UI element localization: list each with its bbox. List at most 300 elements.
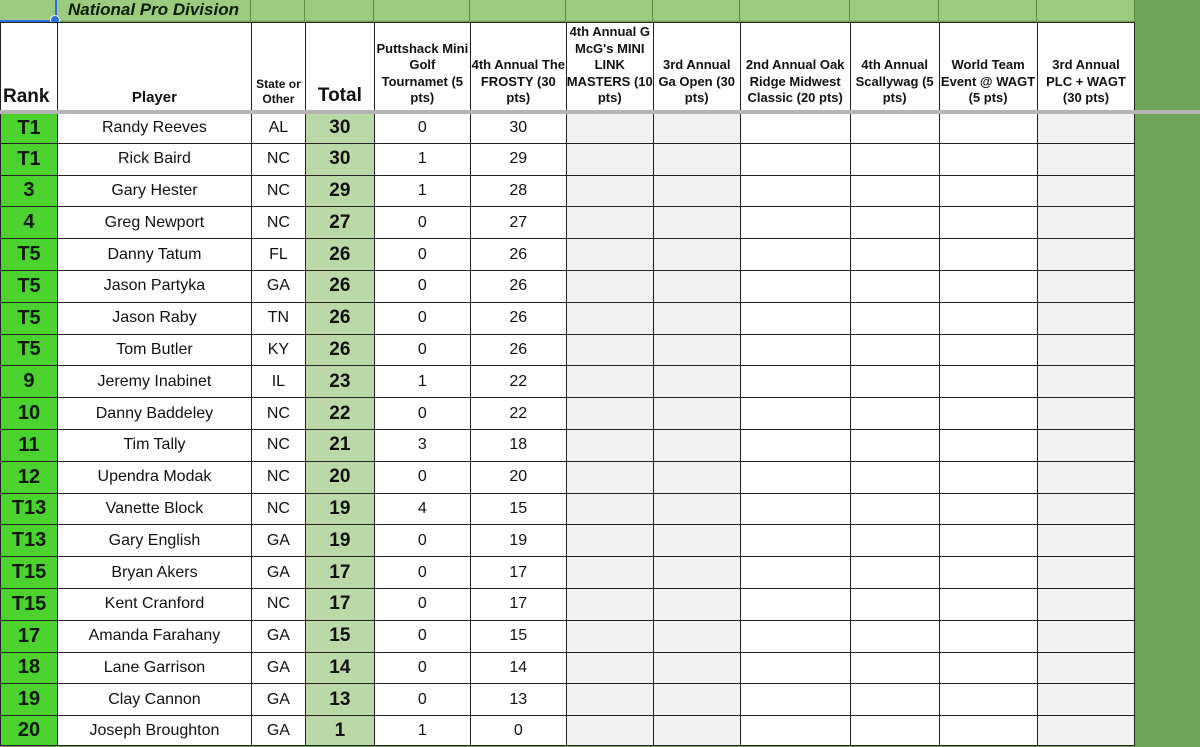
scallywag-points-cell[interactable] [850, 175, 939, 207]
header-event-puttshack[interactable]: Puttshack Mini Golf Tournamet (5 pts) [374, 23, 470, 112]
total-cell[interactable]: 26 [305, 270, 374, 302]
puttshack-points-cell[interactable]: 1 [374, 143, 470, 175]
world-team-points-cell[interactable] [939, 429, 1037, 461]
rank-cell[interactable]: 19 [1, 684, 58, 716]
mini-link-masters-points-cell[interactable] [566, 334, 653, 366]
scallywag-points-cell[interactable] [850, 239, 939, 271]
mini-link-masters-points-cell[interactable] [566, 143, 653, 175]
spare-cell [1135, 461, 1200, 493]
plc-wagt-points-cell[interactable] [1037, 112, 1135, 144]
ga-open-points-cell[interactable] [653, 334, 740, 366]
state-cell[interactable]: NC [251, 429, 305, 461]
table-row [1, 588, 1200, 620]
world-team-points-cell[interactable] [939, 620, 1037, 652]
oak-ridge-points-cell[interactable] [740, 398, 850, 430]
title-row-cell[interactable] [566, 0, 653, 21]
state-cell[interactable]: TN [251, 302, 305, 334]
oak-ridge-points-cell[interactable] [740, 461, 850, 493]
oak-ridge-points-cell[interactable] [740, 175, 850, 207]
state-cell[interactable]: NC [251, 493, 305, 525]
spare-cell [1135, 207, 1200, 239]
title-row-cell[interactable] [740, 0, 850, 21]
plc-wagt-points-cell[interactable] [1037, 557, 1135, 589]
mini-link-masters-points-cell[interactable] [566, 398, 653, 430]
ga-open-points-cell[interactable] [653, 525, 740, 557]
player-cell[interactable]: Tim Tally [57, 429, 251, 461]
oak-ridge-points-cell[interactable] [740, 334, 850, 366]
frosty-points-cell[interactable]: 26 [470, 239, 566, 271]
ga-open-points-cell[interactable] [653, 557, 740, 589]
world-team-points-cell[interactable] [939, 557, 1037, 589]
plc-wagt-points-cell[interactable] [1037, 588, 1135, 620]
title-row-spare [1135, 0, 1200, 21]
ga-open-points-cell[interactable] [653, 429, 740, 461]
total-cell[interactable]: 26 [305, 334, 374, 366]
standings-table [0, 22, 1200, 746]
world-team-points-cell[interactable] [939, 302, 1037, 334]
ga-open-points-cell[interactable] [653, 652, 740, 684]
rank-cell[interactable]: T5 [1, 302, 58, 334]
scallywag-points-cell[interactable] [850, 366, 939, 398]
header-event-ga-open[interactable]: 3rd Annual Ga Open (30 pts) [653, 23, 740, 112]
puttshack-points-cell[interactable]: 0 [374, 557, 470, 589]
frosty-points-cell[interactable]: 22 [470, 366, 566, 398]
frosty-points-cell[interactable]: 18 [470, 429, 566, 461]
spare-column [1135, 23, 1200, 112]
table-row [1, 398, 1200, 430]
puttshack-points-cell[interactable]: 0 [374, 620, 470, 652]
oak-ridge-points-cell[interactable] [740, 716, 850, 746]
mini-link-masters-points-cell[interactable] [566, 620, 653, 652]
rank-cell[interactable]: T5 [1, 239, 58, 271]
frosty-points-cell[interactable]: 17 [470, 557, 566, 589]
oak-ridge-points-cell[interactable] [740, 112, 850, 144]
state-cell[interactable]: GA [251, 684, 305, 716]
mini-link-masters-points-cell[interactable] [566, 557, 653, 589]
header-total[interactable]: Total [305, 23, 374, 112]
title-row-cell[interactable] [850, 0, 939, 21]
world-team-points-cell[interactable] [939, 239, 1037, 271]
scallywag-points-cell[interactable] [850, 557, 939, 589]
table-row [1, 302, 1200, 334]
scallywag-points-cell[interactable] [850, 716, 939, 746]
ga-open-points-cell[interactable] [653, 175, 740, 207]
rank-cell[interactable]: T5 [1, 334, 58, 366]
puttshack-points-cell[interactable]: 1 [374, 716, 470, 746]
mini-link-masters-points-cell[interactable] [566, 302, 653, 334]
spare-cell [1135, 334, 1200, 366]
ga-open-points-cell[interactable] [653, 493, 740, 525]
player-cell[interactable]: Jason Partyka [57, 270, 251, 302]
state-cell[interactable]: NC [251, 143, 305, 175]
title-row [0, 0, 1200, 22]
total-cell[interactable]: 19 [305, 493, 374, 525]
oak-ridge-points-cell[interactable] [740, 366, 850, 398]
ga-open-points-cell[interactable] [653, 620, 740, 652]
total-cell[interactable]: 26 [305, 239, 374, 271]
world-team-points-cell[interactable] [939, 652, 1037, 684]
oak-ridge-points-cell[interactable] [740, 557, 850, 589]
player-cell[interactable]: Gary Hester [57, 175, 251, 207]
title-row-cell[interactable] [1037, 0, 1135, 21]
ga-open-points-cell[interactable] [653, 239, 740, 271]
title-row-cell[interactable] [251, 0, 305, 21]
player-cell[interactable]: Randy Reeves [57, 112, 251, 144]
scallywag-points-cell[interactable] [850, 493, 939, 525]
player-cell[interactable]: Danny Baddeley [57, 398, 251, 430]
rank-cell[interactable]: 17 [1, 620, 58, 652]
world-team-points-cell[interactable] [939, 112, 1037, 144]
total-cell[interactable]: 1 [305, 716, 374, 746]
scallywag-points-cell[interactable] [850, 334, 939, 366]
mini-link-masters-points-cell[interactable] [566, 207, 653, 239]
oak-ridge-points-cell[interactable] [740, 429, 850, 461]
table-row [1, 557, 1200, 589]
table-row [1, 716, 1200, 746]
header-event-frosty[interactable]: 4th Annual The FROSTY (30 pts) [470, 23, 566, 112]
mini-link-masters-points-cell[interactable] [566, 684, 653, 716]
table-row [1, 270, 1200, 302]
plc-wagt-points-cell[interactable] [1037, 207, 1135, 239]
scallywag-points-cell[interactable] [850, 112, 939, 144]
scallywag-points-cell[interactable] [850, 302, 939, 334]
spare-cell [1135, 588, 1200, 620]
state-cell[interactable]: NC [251, 588, 305, 620]
rank-cell[interactable]: 3 [1, 175, 58, 207]
player-cell[interactable]: Bryan Akers [57, 557, 251, 589]
world-team-points-cell[interactable] [939, 461, 1037, 493]
scallywag-points-cell[interactable] [850, 620, 939, 652]
rank-cell[interactable]: 11 [1, 429, 58, 461]
world-team-points-cell[interactable] [939, 493, 1037, 525]
puttshack-points-cell[interactable]: 0 [374, 461, 470, 493]
player-cell[interactable]: Danny Tatum [57, 239, 251, 271]
state-cell[interactable]: KY [251, 334, 305, 366]
frosty-points-cell[interactable]: 17 [470, 588, 566, 620]
state-cell[interactable]: GA [251, 557, 305, 589]
mini-link-masters-points-cell[interactable] [566, 493, 653, 525]
ga-open-points-cell[interactable] [653, 112, 740, 144]
total-cell[interactable]: 30 [305, 143, 374, 175]
mini-link-masters-points-cell[interactable] [566, 588, 653, 620]
puttshack-points-cell[interactable]: 0 [374, 525, 470, 557]
plc-wagt-points-cell[interactable] [1037, 175, 1135, 207]
state-cell[interactable]: AL [251, 112, 305, 144]
player-cell[interactable]: Upendra Modak [57, 461, 251, 493]
scallywag-points-cell[interactable] [850, 652, 939, 684]
plc-wagt-points-cell[interactable] [1037, 366, 1135, 398]
plc-wagt-points-cell[interactable] [1037, 493, 1135, 525]
rank-cell[interactable]: 10 [1, 398, 58, 430]
oak-ridge-points-cell[interactable] [740, 652, 850, 684]
oak-ridge-points-cell[interactable] [740, 302, 850, 334]
ga-open-points-cell[interactable] [653, 684, 740, 716]
plc-wagt-points-cell[interactable] [1037, 461, 1135, 493]
frosty-points-cell[interactable]: 22 [470, 398, 566, 430]
world-team-points-cell[interactable] [939, 398, 1037, 430]
spare-cell [1135, 525, 1200, 557]
total-cell[interactable]: 14 [305, 652, 374, 684]
frosty-points-cell[interactable]: 28 [470, 175, 566, 207]
frosty-points-cell[interactable]: 15 [470, 493, 566, 525]
scallywag-points-cell[interactable] [850, 684, 939, 716]
mini-link-masters-points-cell[interactable] [566, 525, 653, 557]
frosty-points-cell[interactable]: 15 [470, 620, 566, 652]
header-event-world-team[interactable]: World Team Event @ WAGT (5 pts) [939, 23, 1037, 112]
spare-cell [1135, 302, 1200, 334]
scallywag-points-cell[interactable] [850, 461, 939, 493]
ga-open-points-cell[interactable] [653, 461, 740, 493]
frosty-points-cell[interactable]: 13 [470, 684, 566, 716]
total-cell[interactable]: 23 [305, 366, 374, 398]
spare-cell [1135, 175, 1200, 207]
puttshack-points-cell[interactable]: 1 [374, 366, 470, 398]
rank-cell[interactable]: T1 [1, 143, 58, 175]
plc-wagt-points-cell[interactable] [1037, 334, 1135, 366]
spare-cell [1135, 684, 1200, 716]
frosty-points-cell[interactable]: 0 [470, 716, 566, 746]
total-cell[interactable]: 27 [305, 207, 374, 239]
table-row [1, 461, 1200, 493]
player-cell[interactable]: Jeremy Inabinet [57, 366, 251, 398]
world-team-points-cell[interactable] [939, 588, 1037, 620]
scallywag-points-cell[interactable] [850, 270, 939, 302]
frosty-points-cell[interactable]: 20 [470, 461, 566, 493]
scallywag-points-cell[interactable] [850, 143, 939, 175]
puttshack-points-cell[interactable]: 3 [374, 429, 470, 461]
ga-open-points-cell[interactable] [653, 270, 740, 302]
oak-ridge-points-cell[interactable] [740, 620, 850, 652]
total-cell[interactable]: 22 [305, 398, 374, 430]
total-cell[interactable]: 29 [305, 175, 374, 207]
title-row-cell[interactable] [939, 0, 1037, 21]
puttshack-points-cell[interactable]: 0 [374, 334, 470, 366]
plc-wagt-points-cell[interactable] [1037, 429, 1135, 461]
table-row [1, 525, 1200, 557]
total-cell[interactable]: 30 [305, 112, 374, 144]
oak-ridge-points-cell[interactable] [740, 493, 850, 525]
frosty-points-cell[interactable]: 26 [470, 334, 566, 366]
player-cell[interactable]: Tom Butler [57, 334, 251, 366]
header-row [1, 23, 1200, 112]
world-team-points-cell[interactable] [939, 366, 1037, 398]
mini-link-masters-points-cell[interactable] [566, 429, 653, 461]
plc-wagt-points-cell[interactable] [1037, 398, 1135, 430]
title-row-cell[interactable] [374, 0, 470, 21]
ga-open-points-cell[interactable] [653, 143, 740, 175]
state-cell[interactable]: NC [251, 175, 305, 207]
frosty-points-cell[interactable]: 30 [470, 112, 566, 144]
player-cell[interactable]: Greg Newport [57, 207, 251, 239]
oak-ridge-points-cell[interactable] [740, 588, 850, 620]
oak-ridge-points-cell[interactable] [740, 143, 850, 175]
state-cell[interactable]: NC [251, 398, 305, 430]
ga-open-points-cell[interactable] [653, 398, 740, 430]
title-row-cell[interactable] [470, 0, 566, 21]
plc-wagt-points-cell[interactable] [1037, 239, 1135, 271]
world-team-points-cell[interactable] [939, 684, 1037, 716]
spare-cell [1135, 143, 1200, 175]
state-cell[interactable]: GA [251, 716, 305, 746]
world-team-points-cell[interactable] [939, 525, 1037, 557]
mini-link-masters-points-cell[interactable] [566, 239, 653, 271]
total-cell[interactable]: 17 [305, 557, 374, 589]
state-cell[interactable]: NC [251, 461, 305, 493]
state-cell[interactable]: GA [251, 620, 305, 652]
puttshack-points-cell[interactable]: 0 [374, 207, 470, 239]
player-cell[interactable]: Lane Garrison [57, 652, 251, 684]
puttshack-points-cell[interactable]: 0 [374, 684, 470, 716]
plc-wagt-points-cell[interactable] [1037, 525, 1135, 557]
mini-link-masters-points-cell[interactable] [566, 175, 653, 207]
table-row [1, 143, 1200, 175]
player-cell[interactable]: Joseph Broughton [57, 716, 251, 746]
header-event-scallywag[interactable]: 4th Annual Scallywag (5 pts) [850, 23, 939, 112]
player-cell[interactable]: Jason Raby [57, 302, 251, 334]
standings-body [1, 112, 1200, 746]
division-title[interactable]: National Pro Division [57, 0, 251, 21]
player-cell[interactable]: Vanette Block [57, 493, 251, 525]
state-cell[interactable]: GA [251, 652, 305, 684]
mini-link-masters-points-cell[interactable] [566, 112, 653, 144]
oak-ridge-points-cell[interactable] [740, 270, 850, 302]
oak-ridge-points-cell[interactable] [740, 239, 850, 271]
puttshack-points-cell[interactable]: 0 [374, 588, 470, 620]
scallywag-points-cell[interactable] [850, 429, 939, 461]
header-state[interactable]: State or Other [251, 23, 305, 112]
frosty-points-cell[interactable]: 19 [470, 525, 566, 557]
ga-open-points-cell[interactable] [653, 588, 740, 620]
player-cell[interactable]: Gary English [57, 525, 251, 557]
total-cell[interactable]: 26 [305, 302, 374, 334]
player-cell[interactable]: Clay Cannon [57, 684, 251, 716]
player-cell[interactable]: Rick Baird [57, 143, 251, 175]
total-cell[interactable]: 20 [305, 461, 374, 493]
total-cell[interactable]: 17 [305, 588, 374, 620]
puttshack-points-cell[interactable]: 0 [374, 652, 470, 684]
frosty-points-cell[interactable]: 26 [470, 270, 566, 302]
puttshack-points-cell[interactable]: 4 [374, 493, 470, 525]
state-cell[interactable]: NC [251, 207, 305, 239]
spare-cell [1135, 557, 1200, 589]
spare-cell [1135, 620, 1200, 652]
mini-link-masters-points-cell[interactable] [566, 366, 653, 398]
world-team-points-cell[interactable] [939, 716, 1037, 746]
rank-cell[interactable]: 4 [1, 207, 58, 239]
title-row-cell[interactable] [653, 0, 740, 21]
plc-wagt-points-cell[interactable] [1037, 620, 1135, 652]
mini-link-masters-points-cell[interactable] [566, 461, 653, 493]
frosty-points-cell[interactable]: 26 [470, 302, 566, 334]
rank-cell[interactable]: 12 [1, 461, 58, 493]
frosty-points-cell[interactable]: 14 [470, 652, 566, 684]
rank-cell[interactable]: T5 [1, 270, 58, 302]
mini-link-masters-points-cell[interactable] [566, 652, 653, 684]
puttshack-points-cell[interactable]: 0 [374, 302, 470, 334]
header-event-oak-ridge[interactable]: 2nd Annual Oak Ridge Midwest Classic (20 pts) [740, 23, 850, 112]
rank-cell[interactable]: 20 [1, 716, 58, 746]
rank-cell[interactable]: T13 [1, 525, 58, 557]
oak-ridge-points-cell[interactable] [740, 684, 850, 716]
state-cell[interactable]: GA [251, 270, 305, 302]
rank-cell[interactable]: 9 [1, 366, 58, 398]
frosty-points-cell[interactable]: 29 [470, 143, 566, 175]
scallywag-points-cell[interactable] [850, 525, 939, 557]
table-row [1, 429, 1200, 461]
oak-ridge-points-cell[interactable] [740, 207, 850, 239]
plc-wagt-points-cell[interactable] [1037, 302, 1135, 334]
total-cell[interactable]: 15 [305, 620, 374, 652]
scallywag-points-cell[interactable] [850, 207, 939, 239]
scallywag-points-cell[interactable] [850, 398, 939, 430]
spare-cell [1135, 716, 1200, 746]
header-player[interactable]: Player [57, 23, 251, 112]
header-rank[interactable]: Rank [1, 23, 58, 112]
header-event-plc-wagt[interactable]: 3rd Annual PLC + WAGT (30 pts) [1037, 23, 1135, 112]
table-row [1, 684, 1200, 716]
world-team-points-cell[interactable] [939, 175, 1037, 207]
player-cell[interactable]: Kent Cranford [57, 588, 251, 620]
total-cell[interactable]: 21 [305, 429, 374, 461]
plc-wagt-points-cell[interactable] [1037, 716, 1135, 746]
ga-open-points-cell[interactable] [653, 366, 740, 398]
plc-wagt-points-cell[interactable] [1037, 143, 1135, 175]
rank-cell[interactable]: T15 [1, 588, 58, 620]
table-row [1, 239, 1200, 271]
world-team-points-cell[interactable] [939, 207, 1037, 239]
state-cell[interactable]: FL [251, 239, 305, 271]
state-cell[interactable]: GA [251, 525, 305, 557]
spare-cell [1135, 429, 1200, 461]
world-team-points-cell[interactable] [939, 334, 1037, 366]
table-row [1, 175, 1200, 207]
table-row [1, 620, 1200, 652]
total-cell[interactable]: 13 [305, 684, 374, 716]
plc-wagt-points-cell[interactable] [1037, 684, 1135, 716]
rank-cell[interactable]: T13 [1, 493, 58, 525]
title-row-cell[interactable] [305, 0, 374, 21]
header-event-mini-link-masters[interactable]: 4th Annual G McG's MINI LINK MASTERS (10 pts) [566, 23, 653, 112]
world-team-points-cell[interactable] [939, 143, 1037, 175]
ga-open-points-cell[interactable] [653, 302, 740, 334]
plc-wagt-points-cell[interactable] [1037, 270, 1135, 302]
puttshack-points-cell[interactable]: 1 [374, 175, 470, 207]
total-cell[interactable]: 19 [305, 525, 374, 557]
ga-open-points-cell[interactable] [653, 716, 740, 746]
plc-wagt-points-cell[interactable] [1037, 652, 1135, 684]
spare-cell [1135, 652, 1200, 684]
cell-selection-outline [0, 0, 57, 22]
puttshack-points-cell[interactable]: 0 [374, 398, 470, 430]
scallywag-points-cell[interactable] [850, 588, 939, 620]
oak-ridge-points-cell[interactable] [740, 525, 850, 557]
state-cell[interactable]: IL [251, 366, 305, 398]
mini-link-masters-points-cell[interactable] [566, 716, 653, 746]
world-team-points-cell[interactable] [939, 270, 1037, 302]
mini-link-masters-points-cell[interactable] [566, 270, 653, 302]
rank-cell[interactable]: T15 [1, 557, 58, 589]
player-cell[interactable]: Amanda Farahany [57, 620, 251, 652]
ga-open-points-cell[interactable] [653, 207, 740, 239]
rank-cell[interactable]: T1 [1, 112, 58, 144]
rank-cell[interactable]: 18 [1, 652, 58, 684]
puttshack-points-cell[interactable]: 0 [374, 112, 470, 144]
table-row [1, 112, 1200, 144]
table-row [1, 366, 1200, 398]
frosty-points-cell[interactable]: 27 [470, 207, 566, 239]
puttshack-points-cell[interactable]: 0 [374, 239, 470, 271]
puttshack-points-cell[interactable]: 0 [374, 270, 470, 302]
